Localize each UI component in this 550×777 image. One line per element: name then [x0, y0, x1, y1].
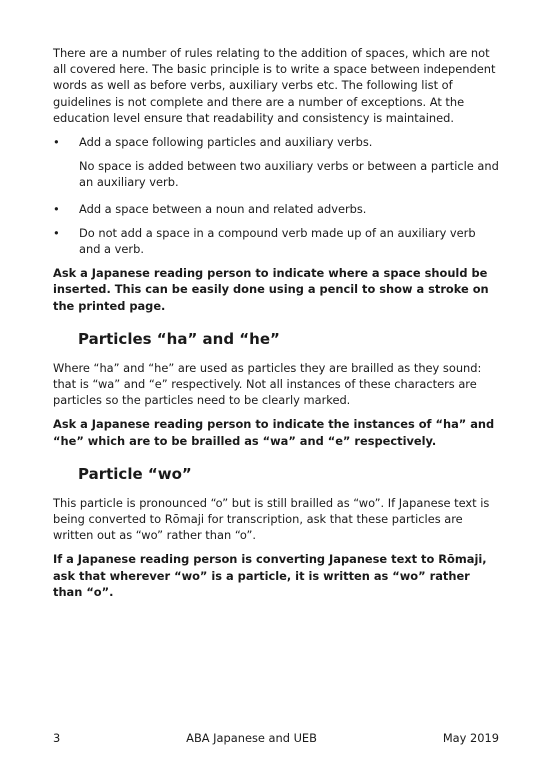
document-title: ABA Japanese and UEB — [186, 731, 317, 745]
page-footer — [53, 731, 499, 745]
bullet-text: Add a space between a noun and related adverbs. — [79, 201, 367, 216]
section-heading-wo: Particle “wo” — [78, 464, 192, 483]
bullet-note: No space is added between two auxiliary verbs or between a particle and an auxiliary verb. — [79, 159, 499, 190]
page-number: 3 — [53, 731, 61, 745]
bullet-text: Do not add a space in a compound verb made up of an auxiliary verb and a verb. — [79, 225, 476, 257]
bullet-icon: • — [53, 201, 60, 216]
bullet-item — [53, 134, 499, 150]
document-date: May 2019 — [442, 731, 499, 745]
intro-paragraph: There are a number of rules relating to the addition of spaces, which are not all covered here. The basic principle is to write a space between independent words as well as before verbs, auxiliary verbs etc. The following list of guidelines is not complete and there are a number of exceptions. At the education level ensure that readability and consistency is maintained. — [53, 46, 496, 125]
section-body-wo: This particle is pronounced “o” but is still brailled as “wo”. If Japanese text is being converted to Rōmaji for transcription, ask that these particles are written out as “wo” rather than “o”. — [53, 495, 490, 543]
bullet-item — [53, 201, 499, 217]
bullet-icon: • — [53, 225, 60, 240]
instruction-spaces: Ask a Japanese reading person to indicate where a space should be inserted. This can be easily done using a pencil to show a stroke on the printed page. — [53, 266, 489, 313]
instruction-ha-he: Ask a Japanese reading person to indicate the instances of “ha” and “he” which are to be brailled as “wa” and “e” respectively. — [53, 417, 495, 448]
bullet-text: Add a space following particles and auxiliary verbs. — [79, 135, 373, 150]
section-heading-ha-he: Particles “ha” and “he” — [78, 329, 280, 348]
instruction-wo: If a Japanese reading person is converting Japanese text to Rōmaji, ask that wherever “wo” is a particle, it is written as “wo” rather than “o”. — [53, 552, 487, 599]
section-body-ha-he: Where “ha” and “he” are used as particles they are brailled as they sound: that is “wa” and “e” respectively. Not all instances of these characters are particles so the particles need to be clearly marked. — [53, 360, 482, 408]
page-content — [53, 45, 499, 600]
bullet-icon: • — [53, 135, 60, 150]
bullet-item — [53, 225, 499, 257]
